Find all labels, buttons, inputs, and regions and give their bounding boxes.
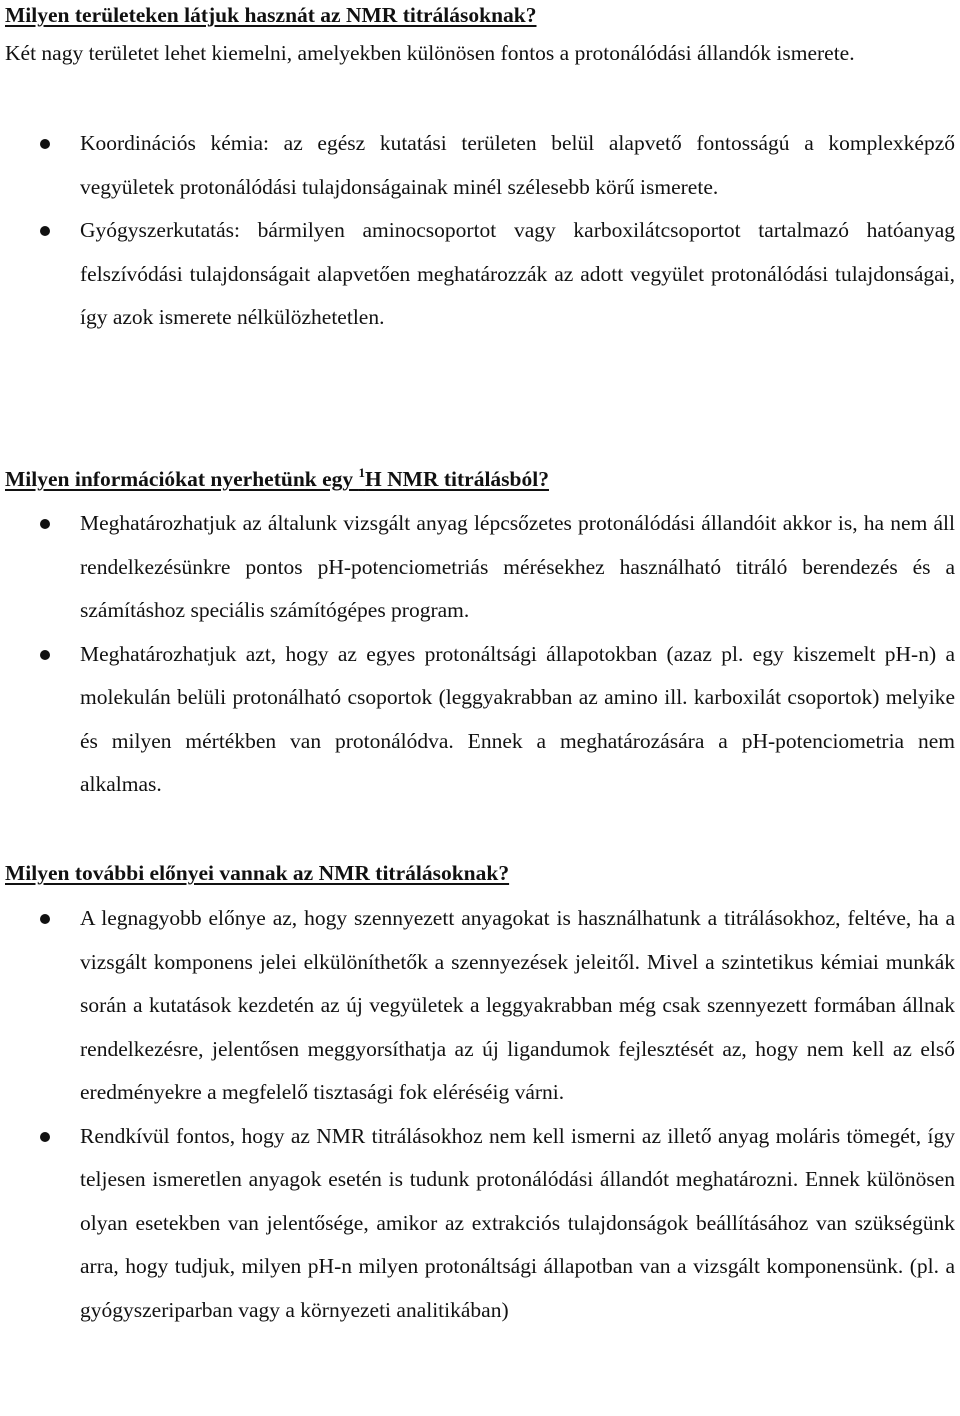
list-item-text: Meghatározhatjuk az általunk vizsgált anyag lépcsőzetes protonálódási állandóit akkor is, ha nem áll rendelkezésünkre pontos pH-potenciometriás mérésekhez használható titráló berendezés és a számításhoz speciális számítógépes program. <box>80 511 955 622</box>
bullet-icon <box>40 519 50 529</box>
bullet-icon <box>40 1132 50 1142</box>
bullet-icon <box>40 226 50 236</box>
heading-text-start: Milyen információkat nyerhetünk egy <box>5 467 359 491</box>
list-item-text: Koordinációs kémia: az egész kutatási területen belül alapvető fontosságú a komplexképző vegyületek protonálódási tulajdonságainak minél szélesebb körű ismerete. <box>80 131 955 199</box>
list-item <box>5 209 955 340</box>
list-item-text: A legnagyobb előnye az, hogy szennyezett anyagokat is használhatunk a titrálásokhoz, feltéve, ha a vizsgált komponens jelei elkülöníthetők a szennyezések jeleitől. Mivel a szintetikus kémiai munkák során a kutatások kezdetén az új vegyületek a leggyakrabban még csak szennyezett formában állnak rendelkezésre, jelentősen meggyorsíthatja az új ligandumok fejlesztését az, hogy nem kell az első eredményekre a megfelelő tisztasági fok eléréséig várni. <box>80 906 955 1104</box>
advantages-list <box>5 897 955 1332</box>
section-heading-information <box>5 466 549 492</box>
intro-paragraph: Két nagy területet lehet kiemelni, amelyekben különösen fontos a protonálódási állandók ismerete. <box>5 41 855 65</box>
bullet-icon <box>40 650 50 660</box>
list-item <box>5 1115 955 1333</box>
list-item-text: Gyógyszerkutatás: bármilyen aminocsoportot vagy karboxilátcsoportot tartalmazó hatóanyag felszívódási tulajdonságait alapvetően meghatározzák az adott vegyület protonálódási tulajdonságai, így azok ismerete nélkülözhetetlen. <box>80 218 955 329</box>
information-list <box>5 502 955 807</box>
list-item <box>5 502 955 633</box>
list-item <box>5 122 955 209</box>
bullet-icon <box>40 914 50 924</box>
list-item-text: Rendkívül fontos, hogy az NMR titrálásokhoz nem kell ismerni az illető anyag moláris tömegét, így teljesen ismeretlen anyagok esetén is tudunk protonálódási állandót meghatározni. Ennek különösen olyan esetekben van jelentősége, amikor az extrakciós tulajdonságok beállításához van szükségünk arra, hogy tudjuk, milyen pH-n milyen protonáltsági állapotban van a vizsgált komponensünk. (pl. a gyógyszeriparban vagy a környezeti analitikában) <box>80 1123 955 1322</box>
heading-text-end: H NMR titrálásból? <box>365 467 549 491</box>
isotope-superscript: 1 <box>358 465 366 480</box>
section-heading-applications: Milyen területeken látjuk hasznát az NMR titrálásoknak? <box>5 3 537 27</box>
list-item <box>5 897 955 1115</box>
section-heading-advantages: Milyen további előnyei vannak az NMR titrálásoknak? <box>5 861 510 885</box>
bullet-icon <box>40 139 50 149</box>
applications-list <box>5 122 955 340</box>
list-item-text: Meghatározhatjuk azt, hogy az egyes protonáltsági állapotokban (azaz pl. egy kiszemelt pH-n) a molekulán belüli protonálható csoportok (leggyakrabban az amino ill. karboxilát csoportok) melyike és milyen mértékben van protonálódva. Ennek a meghatározására a pH-potenciometria nem alkalmas. <box>80 641 955 796</box>
list-item <box>5 633 955 807</box>
